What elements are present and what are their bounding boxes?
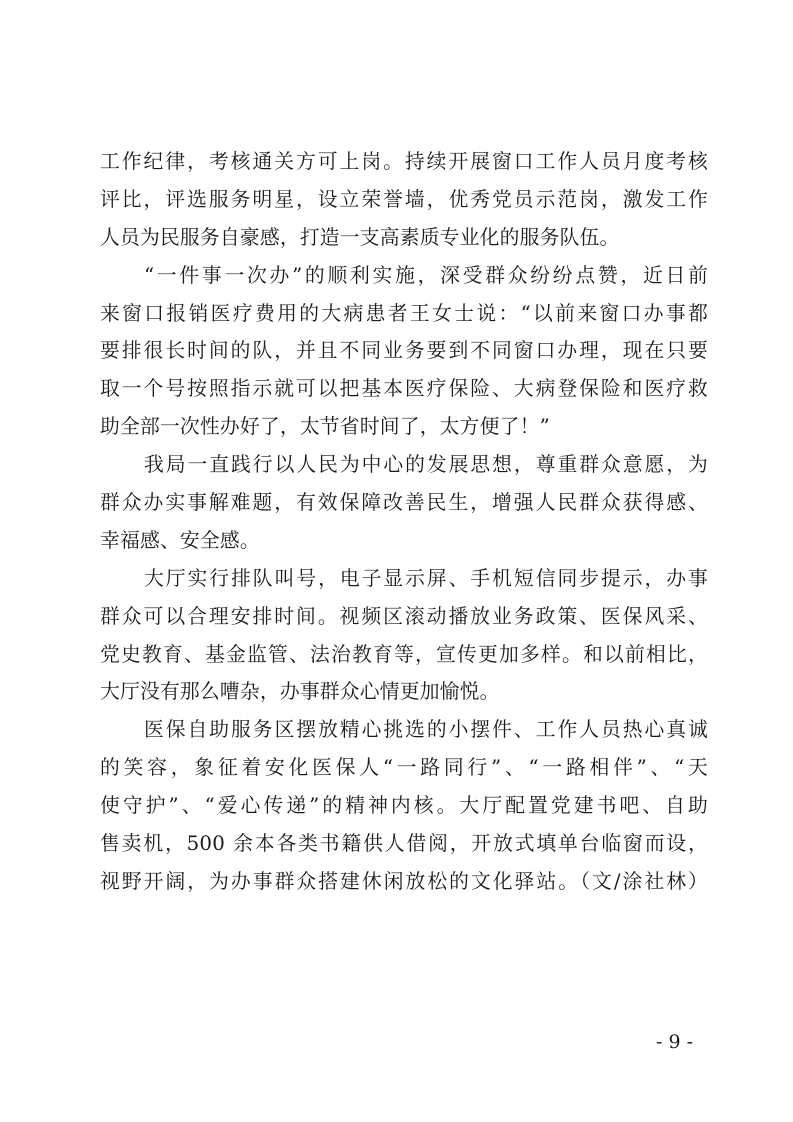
paragraph-line: “一件事一次办”的顺利实施，深受群众纷纷点赞，近日前 — [144, 263, 708, 287]
paragraph-5 — [100, 711, 708, 900]
paragraph-line: 我局一直践行以人民为中心的发展思想，尊重群众意愿，为 — [144, 453, 708, 477]
paragraph-2 — [100, 257, 708, 446]
paragraph-line: 党史教育、基金监管、法治教育等，宣传更加多样。和以前相比， — [100, 642, 708, 666]
page-number: - 9 - — [655, 1031, 693, 1053]
paragraph-line: 工作纪律，考核通关方可上岗。持续开展窗口工作人员月度考核 — [100, 150, 708, 173]
paragraph-line: 群众办实事解难题，有效保障改善民生，增强人民群众获得感、 — [100, 491, 708, 515]
document-body — [100, 143, 708, 901]
paragraph-line: 的笑容，象征着安化医保人“一路同行”、“一路相伴”、“天 — [100, 756, 708, 780]
paragraph-line: 大厅没有那么嘈杂，办事群众心情更加愉悦。 — [100, 680, 500, 704]
paragraph-line: 医保自助服务区摆放精心挑选的小摆件、工作人员热心真诚 — [144, 718, 708, 742]
paragraph-line: 售卖机，500 余本各类书籍供人借阅，开放式填单台临窗而设， — [100, 832, 708, 856]
paragraph-line: 人员为民服务自豪感，打造一支高素质专业化的服务队伍。 — [100, 225, 620, 249]
paragraph-line: 取一个号按照指示就可以把基本医疗保险、大病登保险和医疗救 — [100, 377, 708, 401]
paragraph-line: 来窗口报销医疗费用的大病患者王女士说：“以前来窗口办事都 — [100, 301, 708, 325]
paragraph-line: 幸福感、安全感。 — [100, 528, 260, 552]
paragraph-line: 群众可以合理安排时间。视频区滚动播放业务政策、医保风采、 — [100, 604, 708, 628]
paragraph-line: 使守护”、“爱心传递”的精神内核。大厅配置党建书吧、自助 — [100, 794, 708, 818]
paragraph-3 — [100, 446, 708, 560]
paragraph-line: 评比，评选服务明星，设立荣誉墙，优秀党员示范岗，激发工作 — [100, 187, 708, 211]
paragraph-line: 助全部一次性办好了，太节省时间了，太方便了！” — [100, 415, 550, 439]
paragraph-1 — [100, 143, 708, 257]
paragraph-line: 大厅实行排队叫号，电子显示屏、手机短信同步提示，办事 — [144, 566, 708, 590]
paragraph-line: 要排很长时间的队，并且不同业务要到不同窗口办理，现在只要 — [100, 339, 708, 363]
paragraph-line: 视野开阔，为办事群众搭建休闲放松的文化驿站。（文/涂社林） — [100, 869, 708, 893]
paragraph-4 — [100, 560, 708, 712]
